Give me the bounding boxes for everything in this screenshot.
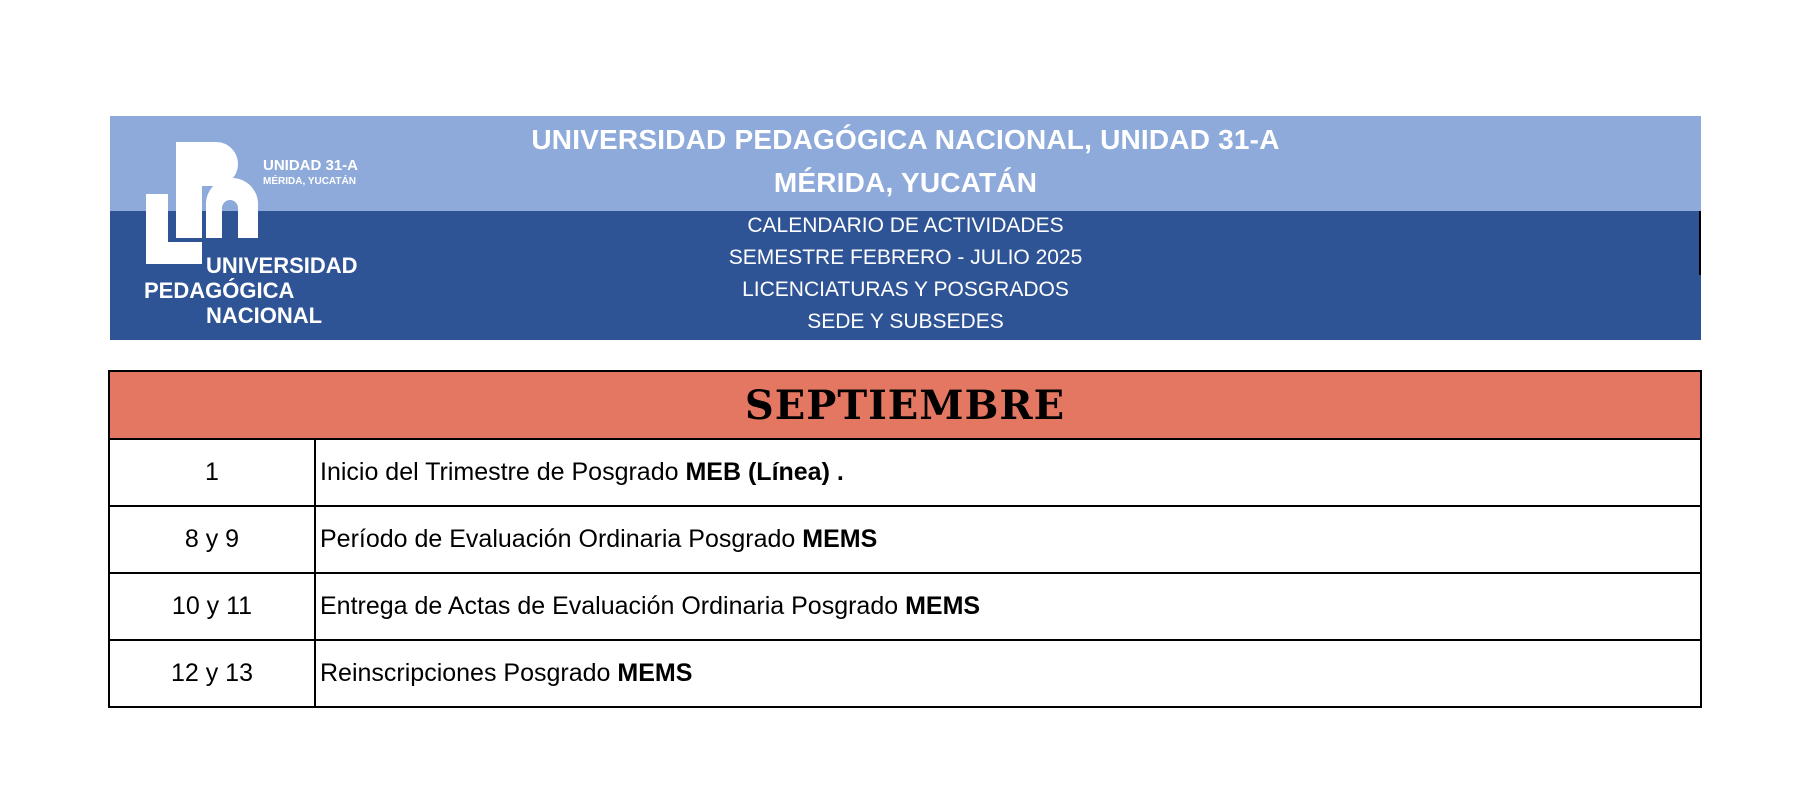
day-cell: 8 y 9 <box>109 506 315 573</box>
university-location: MÉRIDA, YUCATÁN <box>773 167 1038 198</box>
logo-word-nacional: NACIONAL <box>206 303 323 328</box>
logo-word-universidad: UNIVERSIDAD <box>206 253 358 278</box>
upn-logo <box>146 142 386 342</box>
day-cell: 1 <box>109 439 315 506</box>
university-title: UNIVERSIDAD PEDAGÓGICA NACIONAL, UNIDAD 31-A <box>531 124 1280 155</box>
logo-unit-label: UNIDAD 31-A <box>263 157 359 174</box>
table-row <box>109 640 1701 707</box>
logo-word-pedagogica: PEDAGÓGICA <box>144 278 295 303</box>
activities-calendar-table <box>108 370 1702 708</box>
calendar-title: CALENDARIO DE ACTIVIDADES <box>747 214 1064 237</box>
event-cell <box>315 506 1701 573</box>
campus-label: SEDE Y SUBSEDES <box>807 310 1004 333</box>
table-row <box>109 439 1701 506</box>
event-cell <box>315 573 1701 640</box>
month-title: SEPTIEMBRE <box>109 371 1701 439</box>
event-program: MEMS <box>905 592 981 620</box>
day-cell: 10 y 11 <box>109 573 315 640</box>
day-cell: 12 y 13 <box>109 640 315 707</box>
logo-city-label: MÉRIDA, YUCATÁN <box>263 176 356 187</box>
event-text: Entrega de Actas de Evaluación Ordinaria Posgrado <box>320 592 906 620</box>
event-program: MEMS <box>802 525 878 553</box>
semester-label: SEMESTRE FEBRERO - JULIO 2025 <box>728 246 1083 269</box>
programs-label: LICENCIATURAS Y POSGRADOS <box>742 278 1069 301</box>
table-row <box>109 573 1701 640</box>
event-program: MEB (Línea) . <box>685 458 844 486</box>
event-text: Inicio del Trimestre de Posgrado <box>320 458 686 486</box>
header-banner <box>110 116 1701 340</box>
event-cell <box>315 640 1701 707</box>
table-row <box>109 506 1701 573</box>
event-text: Período de Evaluación Ordinaria Posgrado <box>320 525 803 553</box>
event-cell <box>315 439 1701 506</box>
month-header-row <box>109 371 1701 439</box>
event-text: Reinscripciones Posgrado <box>320 659 618 687</box>
event-program: MEMS <box>617 659 693 687</box>
